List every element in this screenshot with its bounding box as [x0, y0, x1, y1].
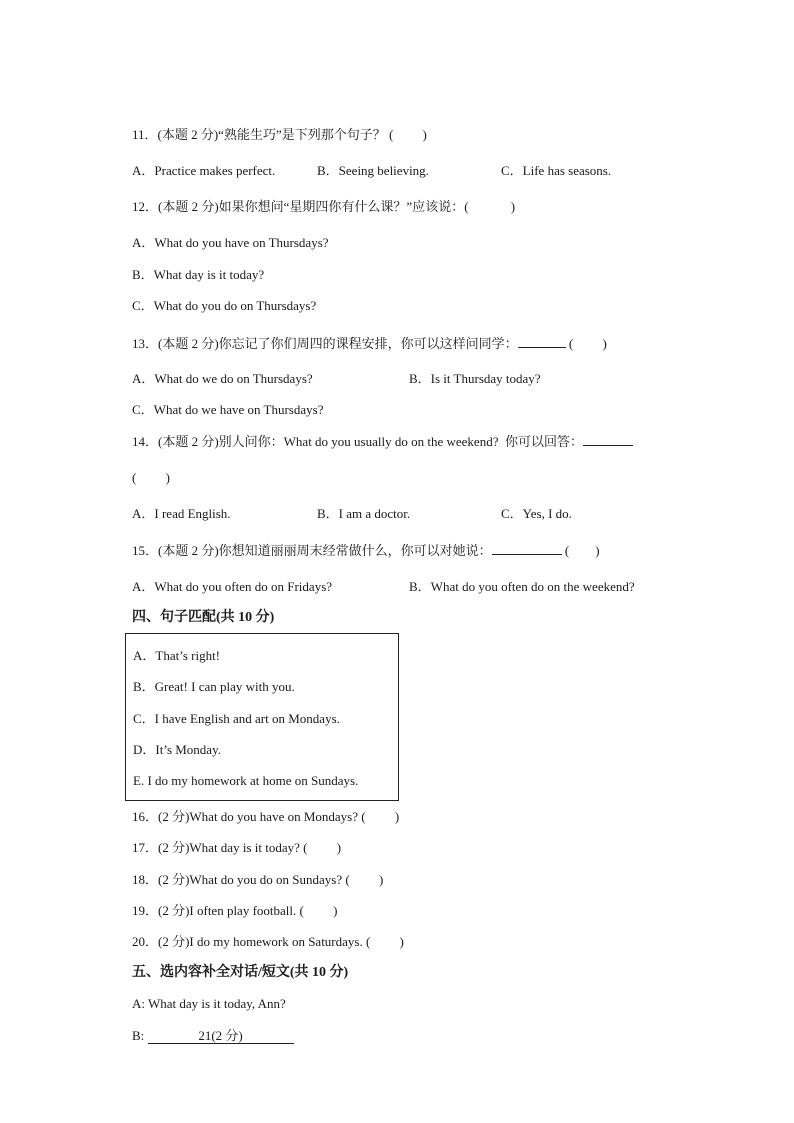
q15-option-b: B．What do you often do on the weekend?	[409, 579, 635, 594]
q15-option-a: A．What do you often do on Fridays?	[132, 579, 333, 594]
answer-blank	[518, 335, 566, 348]
q13-stem-paren: ( )	[565, 336, 607, 351]
q20: 20．(2 分)I do my homework on Saturdays. ( )	[132, 934, 404, 949]
answer-blank	[583, 433, 633, 446]
q13-option-c: C．What do we have on Thursdays?	[132, 402, 324, 417]
q11-option-b: B．Seeing believing.	[317, 163, 429, 178]
q11-option-a: A．Practice makes perfect.	[132, 163, 276, 178]
dialogue-line-b	[132, 1028, 294, 1044]
q18: 18．(2 分)What do you do on Sundays? ( )	[132, 872, 384, 887]
q12-option-c: C．What do you do on Thursdays?	[132, 298, 317, 313]
section4-title: 四、句子匹配(共 10 分)	[132, 610, 275, 625]
match-option-b: B．Great! I can play with you.	[133, 679, 295, 694]
q19: 19．(2 分)I often play football. ( )	[132, 903, 338, 918]
q12-option-b: B．What day is it today?	[132, 267, 265, 282]
q11-stem: 11．(本题 2 分)“熟能生巧”是下列那个句子？ ( )	[132, 127, 427, 142]
q15-stem-paren: ( )	[561, 543, 600, 558]
matching-options-box	[125, 633, 399, 801]
q12-option-a: A．What do you have on Thursdays?	[132, 235, 329, 250]
q13-stem-text: 13．(本题 2 分)你忘记了你们周四的课程安排，你可以这样问同学：	[132, 336, 518, 351]
q14-option-a: A．I read English.	[132, 506, 231, 521]
q14-option-b: B．I am a doctor.	[317, 506, 411, 521]
q14-option-c: C．Yes, I do.	[501, 506, 572, 521]
q15-stem-text: 15．(本题 2 分)你想知道丽丽周末经常做什么，你可以对她说：	[132, 543, 492, 558]
q14-stem-text: 14．(本题 2 分)别人问你：What do you usually do on the weekend? 你可以回答：	[132, 434, 583, 449]
match-option-c: C．I have English and art on Mondays.	[133, 711, 340, 726]
match-option-d: D．It’s Monday.	[133, 742, 221, 757]
match-option-a: A．That’s right!	[133, 648, 221, 663]
dialogue-speaker-b: B:	[132, 1028, 148, 1043]
q13-stem	[132, 335, 607, 352]
dialogue-line-a: A: What day is it today, Ann?	[132, 996, 286, 1011]
q14-stem	[132, 433, 633, 450]
answer-blank	[492, 542, 562, 555]
q13-option-b: B．Is it Thursday today?	[409, 371, 541, 386]
q11-option-c: C．Life has seasons.	[501, 163, 612, 178]
answer-blank-21: 21(2 分)	[148, 1028, 294, 1044]
match-option-e: E. I do my homework at home on Sundays.	[133, 773, 359, 788]
q16: 16．(2 分)What do you have on Mondays? ( )	[132, 809, 400, 824]
section5-title: 五、选内容补全对话/短文(共 10 分)	[132, 965, 349, 980]
q17: 17．(2 分)What day is it today? ( )	[132, 840, 342, 855]
q13-option-a: A．What do we do on Thursdays?	[132, 371, 313, 386]
q15-stem	[132, 542, 600, 559]
q14-stem-line2: ( )	[132, 470, 170, 485]
q12-stem: 12．(本题 2 分)如果你想问“星期四你有什么课？”应该说：( )	[132, 199, 516, 214]
